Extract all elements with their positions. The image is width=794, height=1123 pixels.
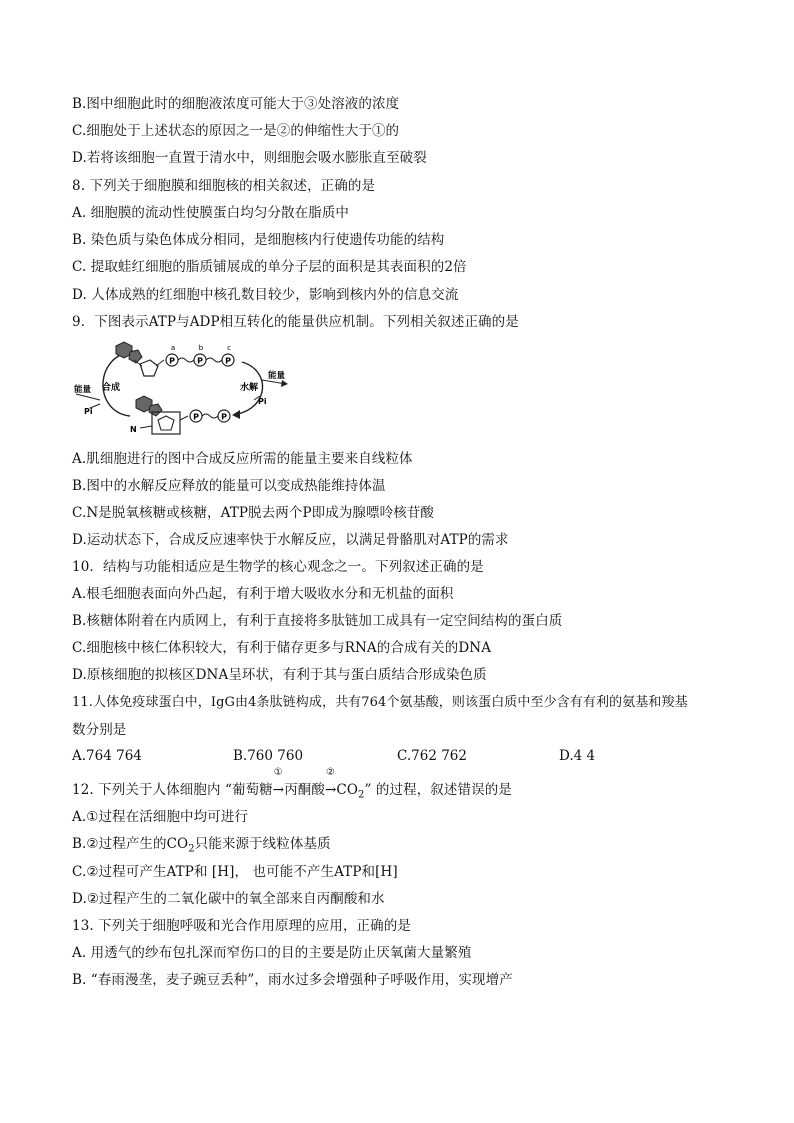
q10-option-a: A.根毛细胞表面向外凸起，有利于增大吸收水分和无机盐的面积 [72, 586, 454, 602]
svg-text:P: P [221, 412, 227, 422]
q12-option-b: B.②过程产生的$CO_2$只能来源于线粒体基质 [72, 836, 331, 855]
q12-option-a: A.①过程在活细胞中均可进行 [72, 809, 249, 825]
q12-option-d: D.②过程产生的二氧化碳中的氧全部来自丙酮酸和水 [72, 891, 385, 907]
q11-stem: 11.人体免疫球蛋白中，IgG由4条肽链构成，共有764个氨基酸，则该蛋白质中至少含有有利的氨基和羧基 [72, 695, 688, 710]
q11-options [72, 748, 752, 766]
q7-option-b: B.图中细胞此时的细胞液浓度可能大于③处溶液的浓度 [72, 96, 400, 112]
q9-option-d: D.运动状态下，合成反应速率快于水解反应，以满足骨骼肌对ATP的需求 [72, 532, 509, 548]
label-synthesis: 合成 [102, 383, 121, 393]
label-energy-left: 能量 [74, 385, 92, 395]
q8-stem: 8. 下列关于细胞膜和细胞核的相关叙述，正确的是 [72, 178, 376, 194]
label-hydrolysis: 水解 [240, 383, 259, 393]
q11-option-c: C.762 762 [397, 748, 467, 764]
q9-option-c: C.N是脱氧核糖或核糖，ATP脱去两个P即成为腺嘌呤核苷酸 [72, 505, 435, 521]
q8-option-d: D. 人体成熟的红细胞中核孔数目较少，影响到核内外的信息交流 [72, 287, 459, 303]
q10-stem: 10．结构与功能相适应是生物学的核心观念之一。下列叙述正确的是 [72, 559, 484, 575]
q7-option-d: D.若将该细胞一直置于清水中，则细胞会吸水膨胀直至破裂 [72, 150, 427, 166]
q11-stem-continued: 数分别是 [72, 722, 127, 738]
q11-option-d: D.4 4 [559, 748, 596, 764]
phosphate-chain-top [166, 344, 234, 366]
q9-stem: 9．下图表示ATP与ADP相互转化的能量供应机制。下列相关叙述正确的是 [72, 314, 519, 330]
svg-text:P: P [225, 356, 231, 366]
q7-option-c: C.细胞处于上述状态的原因之一是②的伸缩性大于①的 [72, 123, 400, 139]
q10-option-d: D.原核细胞的拟核区DNA呈环状，有利于其与蛋白质结合形成染色质 [72, 667, 487, 683]
q9-option-b: B.图中的水解反应释放的能量可以变成热能维持体温 [72, 478, 386, 494]
label-pi-left: Pi [84, 407, 93, 416]
q8-option-c: C. 提取蛙红细胞的脂质铺展成的单分子层的面积是其表面积的2倍 [72, 259, 467, 275]
q13-option-b: B. “春雨漫垄，麦子豌豆丢种”，雨水过多会增强种子呼吸作用，实现增产 [72, 972, 513, 988]
q10-option-c: C.细胞核中核仁体积较大，有利于储存更多与RNA的合成有关的DNA [72, 640, 492, 656]
q12-stem: 12. 下列关于人体细胞内 “葡萄糖 ① →丙酮酸 ② $\to CO_2$” 的过程，叙述错误的是 [72, 767, 512, 801]
svg-text:P: P [169, 356, 175, 366]
step-2-mark: ② [326, 767, 336, 778]
svg-text:P: P [197, 356, 203, 366]
q13-stem: 13. 下列关于细胞呼吸和光合作用原理的应用，正确的是 [72, 918, 411, 934]
q9-option-a: A.肌细胞进行的图中合成反应所需的能量主要来自线粒体 [72, 451, 413, 467]
q13-option-a: A. 用透气的纱布包扎深而窄伤口的目的主要是防止厌氧菌大量繁殖 [72, 945, 472, 961]
q11-option-a: A.764 764 [72, 748, 142, 764]
ribose-bottom-icon [158, 416, 174, 430]
atp-adp-cycle-diagram [72, 340, 302, 440]
svg-text:P: P [193, 412, 199, 422]
label-pi-right: Pi [258, 397, 267, 406]
step-1-mark: ① [273, 767, 283, 778]
q8-option-b: B. 染色质与染色体成分相同，是细胞核内行使遗传功能的结构 [72, 232, 445, 248]
label-n: N [130, 425, 137, 434]
svg-text:c: c [227, 344, 231, 352]
svg-text:a: a [170, 344, 176, 352]
q10-option-b: B.核糖体附着在内质网上，有利于直接将多肽链加工成具有一定空间结构的蛋白质 [72, 613, 563, 629]
ribose-top-icon [140, 360, 158, 376]
svg-text:b: b [198, 344, 204, 352]
q12-option-c: C.②过程可产生ATP和 [H]， 也可能不产生ATP和[H] [72, 864, 398, 880]
label-energy-right: 能量 [268, 371, 286, 381]
q8-option-a: A. 细胞膜的流动性使膜蛋白均匀分散在脂质中 [72, 205, 350, 221]
phosphate-chain-bottom [190, 410, 230, 422]
q11-option-b: B.760 760 [233, 748, 304, 764]
